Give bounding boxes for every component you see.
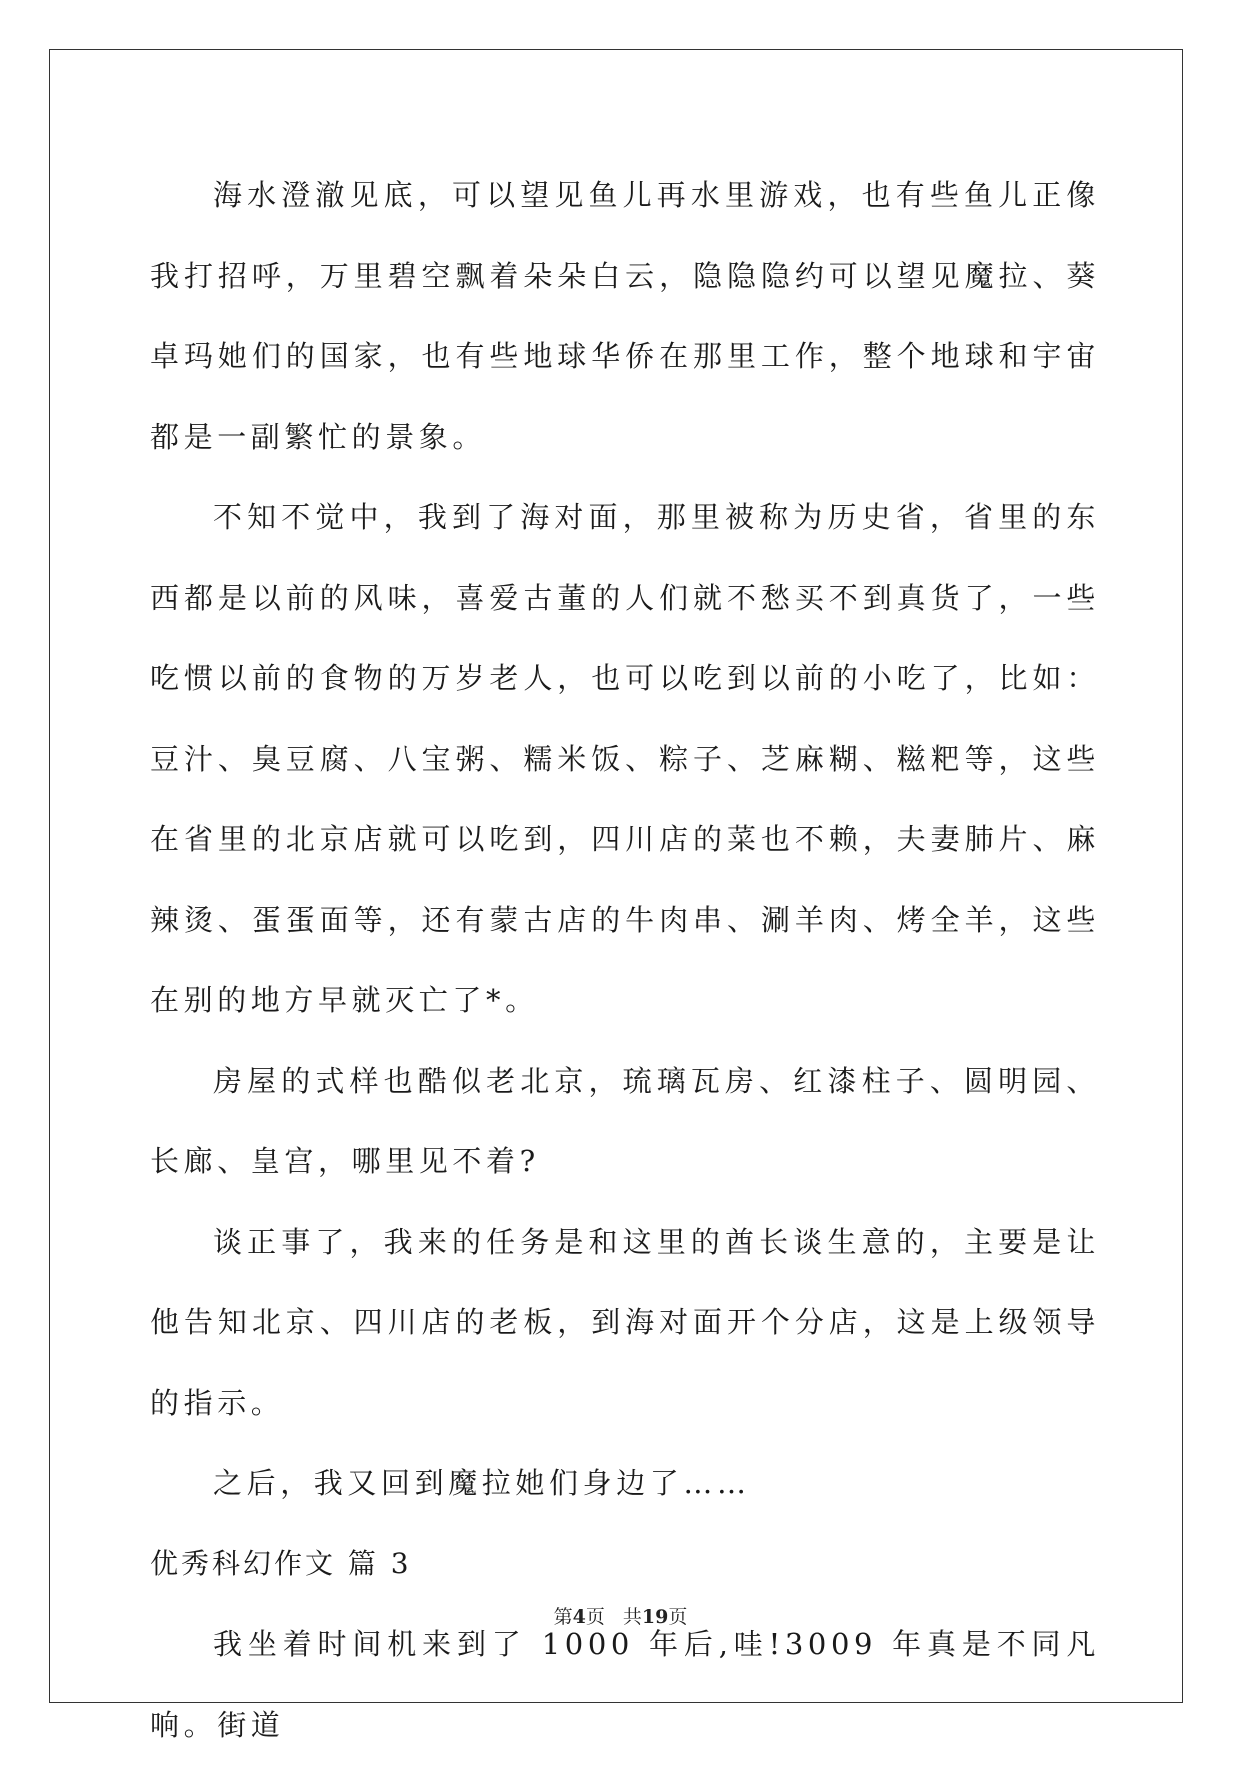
paragraph-5: 之后，我又回到魔拉她们身边了……	[213, 1466, 751, 1500]
paragraph-6: 我坐着时间机来到了 1000 年后,哇!3009 年真是不同凡响。街道	[150, 1627, 1100, 1742]
footer-page-suffix: 页	[585, 1606, 605, 1628]
footer-total-suffix: 页	[668, 1606, 688, 1628]
paragraph-1: 海水澄澈见底，可以望见鱼儿再水里游戏，也有些鱼儿正像我打招呼，万里碧空飘着朵朵白云，隐隐隐约可以望见魔拉、葵卓玛她们的国家，也有些地球华侨在那里工作，整个地球和宇宙都是一副繁忙的景象。	[150, 178, 1100, 454]
footer-total-pages: 19	[641, 1606, 669, 1628]
paragraph-3: 房屋的式样也酷似老北京，琉璃瓦房、红漆柱子、圆明园、长廊、皇宫，哪里见不着?	[150, 1063, 1100, 1178]
page-footer	[0, 1602, 1241, 1629]
section-heading: 优秀科幻作文 篇 3	[150, 1546, 412, 1580]
footer-total-prefix: 共	[622, 1606, 642, 1628]
paragraph-4: 谈正事了，我来的任务是和这里的酋长谈生意的，主要是让他告知北京、四川店的老板，到海对面开个分店，这是上级领导的指示。	[150, 1224, 1100, 1420]
footer-page-number: 4	[572, 1606, 586, 1628]
document-body	[150, 155, 1100, 1765]
paragraph-2: 不知不觉中，我到了海对面，那里被称为历史省，省里的东西都是以前的风味，喜爱古董的人们就不愁买不到真货了，一些吃惯以前的食物的万岁老人，也可以吃到以前的小吃了，比如：豆汁、臭豆腐、八宝粥、糯米饭、粽子、芝麻糊、糍粑等，这些在省里的北京店就可以吃到，四川店的菜也不赖，夫妻肺片、麻辣烫、蛋蛋面等，还有蒙古店的牛肉串、涮羊肉、烤全羊，这些在别的地方早就灭亡了*。	[150, 500, 1100, 1017]
footer-prefix: 第	[553, 1606, 573, 1628]
